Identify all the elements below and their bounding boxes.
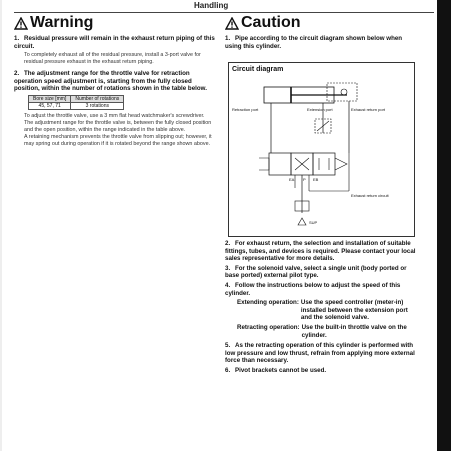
caution-item-3 <box>225 265 420 280</box>
diagram-title: Circuit diagram <box>232 66 284 73</box>
warning-title-text: Warning <box>30 14 94 31</box>
extending-operation-value: Use the speed controller (meter-in) installed between the extension port and the solenoid valve. <box>300 299 408 322</box>
warning-title <box>14 14 219 32</box>
table-header-cell: Bore size [mm] <box>29 95 71 102</box>
caution-item-1 <box>225 35 420 50</box>
rotations-table <box>28 95 124 110</box>
caution-item-1-text: Pipe according to the circuit diagram shown below when using this cylinder. <box>225 35 403 50</box>
label-eb: EB <box>313 177 319 182</box>
item-number: 2. <box>14 70 20 78</box>
caution-lower <box>225 240 420 377</box>
table-header-cell: Number of rotations <box>71 95 124 102</box>
caution-icon <box>225 17 239 30</box>
table-cell: 45, 57, 71 <box>29 102 71 109</box>
caution-title-text: Caution <box>241 14 301 31</box>
warning-item-1 <box>14 35 219 50</box>
label-exhaust-return-port: Exhaust return port <box>351 107 386 112</box>
caution-section <box>225 14 420 50</box>
warning-note-3: A retaining mechanism prevents the throttle valve from slipping out; however, it may spring out during operation if it is rotated beyond the range shown above. <box>24 133 212 147</box>
retracting-operation-key: Retracting operation: <box>237 323 300 331</box>
caution-item-5-text: As the retracting operation of this cylinder is performed with low pressure and low thrust, refrain from applying more external force than necessary. <box>225 342 415 365</box>
page-header <box>14 0 434 13</box>
caution-item-2-text: For exhaust return, the selection and installation of suitable fittings, tubes, and devices is required. Please contact your local sales representative for more details. <box>225 240 416 263</box>
table-header-row <box>29 95 124 102</box>
caution-item-2 <box>225 240 420 263</box>
table-cell: 3 rotations <box>71 102 124 109</box>
warning-section <box>14 14 219 148</box>
warning-item-1-body: To completely exhaust all of the residual pressure, install a 3-port valve for residual pressure exhaust in the exhaust return piping. <box>24 52 201 66</box>
label-retraction-port: Retraction port <box>232 107 259 112</box>
header-title: Handling <box>194 1 229 10</box>
circuit-drawing <box>229 63 414 236</box>
item-number: 1. <box>14 35 20 42</box>
table-row <box>29 102 124 109</box>
caution-item-6-text: Pivot brackets cannot be used. <box>235 366 327 374</box>
item-number: 6. <box>225 366 231 374</box>
item-number: 1. <box>225 35 231 42</box>
circuit-diagram <box>228 62 415 237</box>
warning-item-2-heading: The adjustment range for the throttle valve for retraction operation speed adjustment is, starting from the fully closed position, within the number of rotations shown in the table below. <box>14 70 207 93</box>
label-sup: SUP <box>309 220 318 225</box>
caution-title <box>225 14 420 32</box>
warning-note-1: To adjust the throttle valve, use a 3 mm flat head watchmaker's screwdriver. <box>24 112 205 119</box>
label-ea: EA <box>289 177 295 182</box>
item-number: 2. <box>225 240 231 247</box>
item-number: 3. <box>225 264 231 272</box>
label-exhaust-return-circuit: Exhaust return circuit <box>351 193 389 198</box>
extending-operation <box>237 299 420 322</box>
label-p: P <box>303 177 306 182</box>
caution-item-4-text: Follow the instructions below to adjust the speed of this cylinder. <box>225 281 401 297</box>
warning-note-2: The adjustment range for the throttle valve is, between the fully closed position and the open position, within the range indicated in the table above. <box>24 119 212 133</box>
item-number: 4. <box>225 281 231 289</box>
caution-item-4 <box>225 282 420 297</box>
caution-item-5 <box>225 342 420 365</box>
label-extension-port: Extension port <box>307 107 333 112</box>
caution-item-3-text: For the solenoid valve, select a single unit (body ported or base ported) external pilot type. <box>225 264 407 280</box>
warning-icon <box>14 17 28 30</box>
item-number: 5. <box>225 342 231 350</box>
extending-operation-key: Extending operation: <box>237 299 299 307</box>
retracting-operation-value: Use the built-in throttle valve on the cylinder. <box>301 323 407 339</box>
warning-item-2 <box>14 70 219 93</box>
caution-item-6 <box>225 367 420 375</box>
retracting-operation <box>237 324 420 339</box>
right-border-strip <box>437 0 451 451</box>
warning-item-1-heading: Residual pressure will remain in the exhaust return piping of this circuit. <box>14 35 215 50</box>
left-edge <box>0 0 2 451</box>
